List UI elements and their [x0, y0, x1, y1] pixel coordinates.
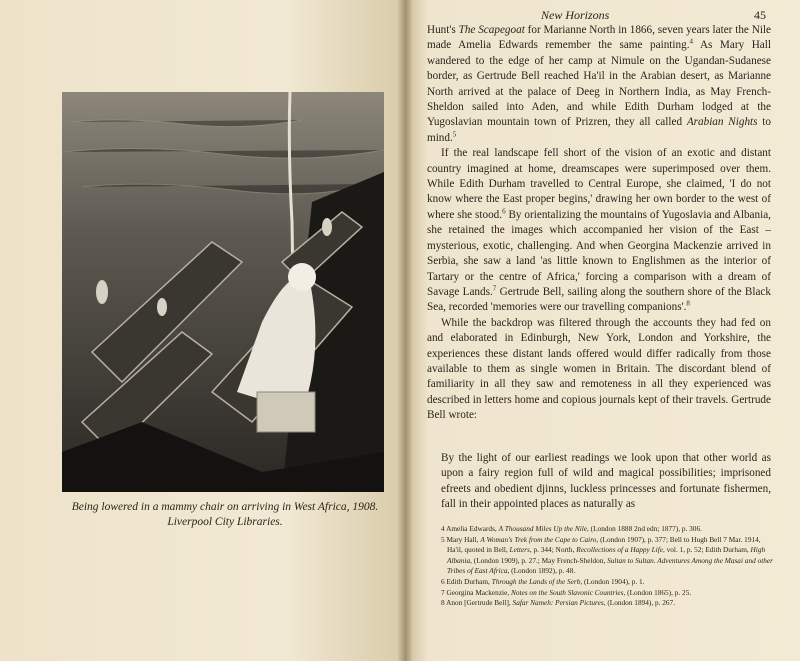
footnote-6: 6 Edith Durham, Through the Lands of the Serb, (London 1904), p. 1.: [441, 576, 645, 586]
photo-caption: [60, 500, 390, 530]
footnote-4: 4 Amelia Edwards, A Thousand Miles Up the Nile, (London 1888 2nd edn; 1877), p. 306.: [441, 524, 702, 533]
footnote-5: 5 Mary Hall, A Woman's Trek from the Cape to Cairo, (London 1907), p. 377; Bell to Hugh Bell 7 Mar. 1914, Ha'il, quoted in Bell, Letters, p. 344; North, Recollections of a Happy Life, vol. 1, p. 52; Edith Durham, High Albania, (London 1909), p. 27.; May French-Sheldon, Sultan to Sultan. Adventures Among the Masai and other Tribes of East Africa, (London 1892), p. 48.: [441, 534, 773, 576]
paragraph-1: Hunt's The Scapegoat for Marianne North in 1866, seven years later the Nile made Amelia Edwards remember the same painting.$^4$ As Mary Hall wandered to the edge of her camp at Nimule on the Ugandan-Sudanese border, as Gertrude Bell reached Ha'il in the Arabian desert, as Marianne North arrived at the palace of Deeg in Northern India, as May French-Sheldon sailed into Aden, and while Edith Durham lodged at the Yugoslavian mountain town of Prizren, they all called Arabian Nights to mind.$^5$: [427, 24, 772, 144]
running-head: [405, 8, 800, 24]
footnote-7: 7 Georgina Mackenzie, Notes on the South Slavonic Countries, (London 1865), p. 25.: [441, 587, 692, 597]
footnote-8: 8 Anon [Gertrude Bell], Safar Nameh: Persian Pictures, (London 1894), p. 267.: [441, 598, 676, 608]
body-text: [427, 23, 771, 424]
block-quote: By the light of our earliest readings we look upon that other world as upon a fairy region full of wild and magical possibilities; imprisoned efreets and obedient djinns, luckless princesses and fortunate fishermen, fall in their appointed places as naturally as: [441, 452, 771, 511]
halftone-photograph: [62, 92, 384, 492]
paragraph-3: While the backdrop was filtered through the accounts they had fed on and elaborated in Edinburgh, New York, London and Yorkshire, the experiences these distant lands offered would differ radically from those available to them as single women in Britain. The discordant blend of familiarity in all they saw and remoteness in all they experienced was described in letters home and copious journals kept of their travels. Gertrude Bell wrote:: [427, 316, 771, 422]
paragraph-2: If the real landscape fell short of the vision of an exotic and distant country imagined at home, dreamscapes were superimposed over them. While Edith Durham travelled to Central Europe, she claimed, 'I do not know where the East proper begins,' drawing her own border to the west of where she stood.$^6$ By orientalizing the mountains of Yugoslavia and Albania, she retained the images which accompanied her vision of the East – mysterious, exotic, challenging. And when Georgina Mackenzie arrived in Serbia, she saw a land 'as little known to Englishmen as the interior of Tartary or the centre of Africa,' forcing a comparison with a dream of Savage Lands.$^7$ Gertrude Bell, sailing along the southern shore of the Black Sea, recorded 'memories were our travelling companions'.$^8$: [427, 147, 771, 314]
caption-line-1: Being lowered in a mammy chair on arriving in West Africa, 1908.: [71, 501, 379, 513]
page-gutter: [398, 0, 412, 661]
caption-line-2: Liverpool City Libraries.: [167, 516, 283, 528]
footnotes: [441, 524, 773, 609]
right-page: [405, 0, 800, 661]
photo-ship-boats-icon: [62, 92, 384, 492]
running-head-title: New Horizons: [541, 8, 610, 22]
page-number: 45: [754, 8, 766, 22]
